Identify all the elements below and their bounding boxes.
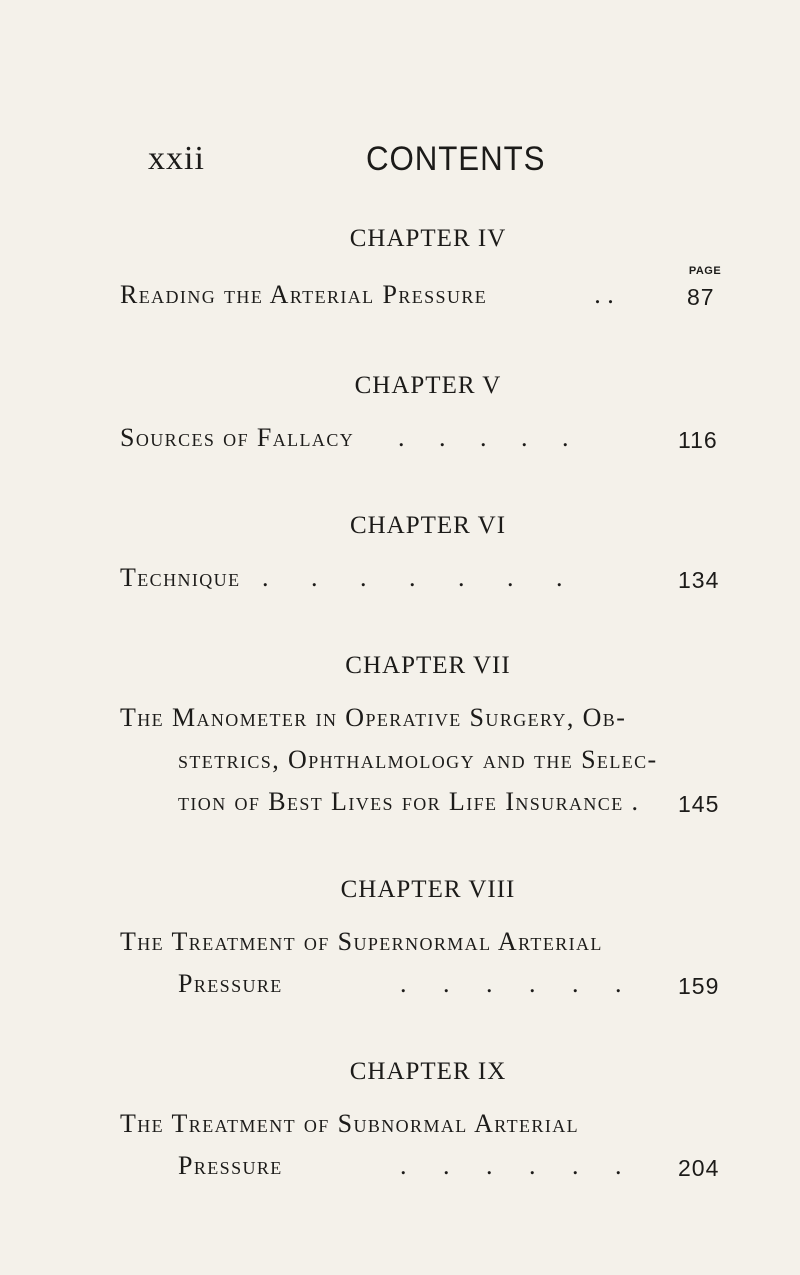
page-reference[interactable]: 145	[678, 791, 720, 817]
page-reference[interactable]: 116	[678, 427, 718, 453]
dot-leader: . . . . . . .	[262, 563, 563, 592]
chapter-title-line[interactable]	[178, 745, 658, 775]
chapter-heading: CHAPTER IV	[349, 225, 507, 252]
chapter-title: tion of Best Lives for Life Insurance .	[178, 787, 640, 816]
page-reference[interactable]: 134	[678, 567, 720, 593]
chapter-title: Technique	[120, 563, 241, 592]
running-head	[148, 140, 568, 190]
chapter-title: The Treatment of Subnormal Arterial	[120, 1109, 580, 1138]
dot-leader: . . . . .	[398, 423, 569, 452]
chapter-title: Sources of Fallacy	[120, 423, 355, 452]
chapter-title-line[interactable]	[178, 969, 283, 999]
dot-leader: . .	[594, 280, 614, 309]
chapter-title-line[interactable]	[178, 1151, 283, 1181]
chapter-heading: CHAPTER VI	[349, 512, 507, 539]
page-number: xxii	[148, 140, 205, 177]
chapter-title: The Manometer in Operative Surgery, Ob-	[120, 703, 627, 732]
chapter-heading: CHAPTER VII	[345, 652, 511, 679]
chapter-title: The Treatment of Supernormal Arterial	[120, 927, 603, 956]
chapter-title-line[interactable]	[120, 280, 487, 310]
chapter-title: Reading the Arterial Pressure	[120, 280, 488, 309]
running-title: CONTENTS	[366, 140, 546, 178]
dot-leader: . . . . . .	[400, 1151, 622, 1180]
page-reference[interactable]: 204	[678, 1155, 720, 1181]
chapter-title-line[interactable]	[178, 787, 639, 817]
chapter-title-line[interactable]	[120, 1109, 579, 1139]
chapter-title: stetrics, Ophthalmology and the Selec-	[178, 745, 658, 774]
chapter-title-line[interactable]	[120, 563, 240, 593]
chapter-heading: CHAPTER V	[354, 372, 502, 399]
page-reference[interactable]: 159	[678, 973, 720, 999]
dot-leader: . . . . . .	[400, 969, 622, 998]
chapter-heading: CHAPTER VIII	[340, 876, 516, 903]
page-column-label: PAGE	[688, 265, 722, 277]
page-reference[interactable]: 87	[687, 284, 715, 310]
chapter-title-line[interactable]	[120, 423, 354, 453]
chapter-title-line[interactable]	[120, 703, 626, 733]
chapter-title-line[interactable]	[120, 927, 603, 957]
chapter-heading: CHAPTER IX	[349, 1058, 507, 1085]
chapter-title: Pressure	[178, 1151, 283, 1180]
chapter-title: Pressure	[178, 969, 283, 998]
